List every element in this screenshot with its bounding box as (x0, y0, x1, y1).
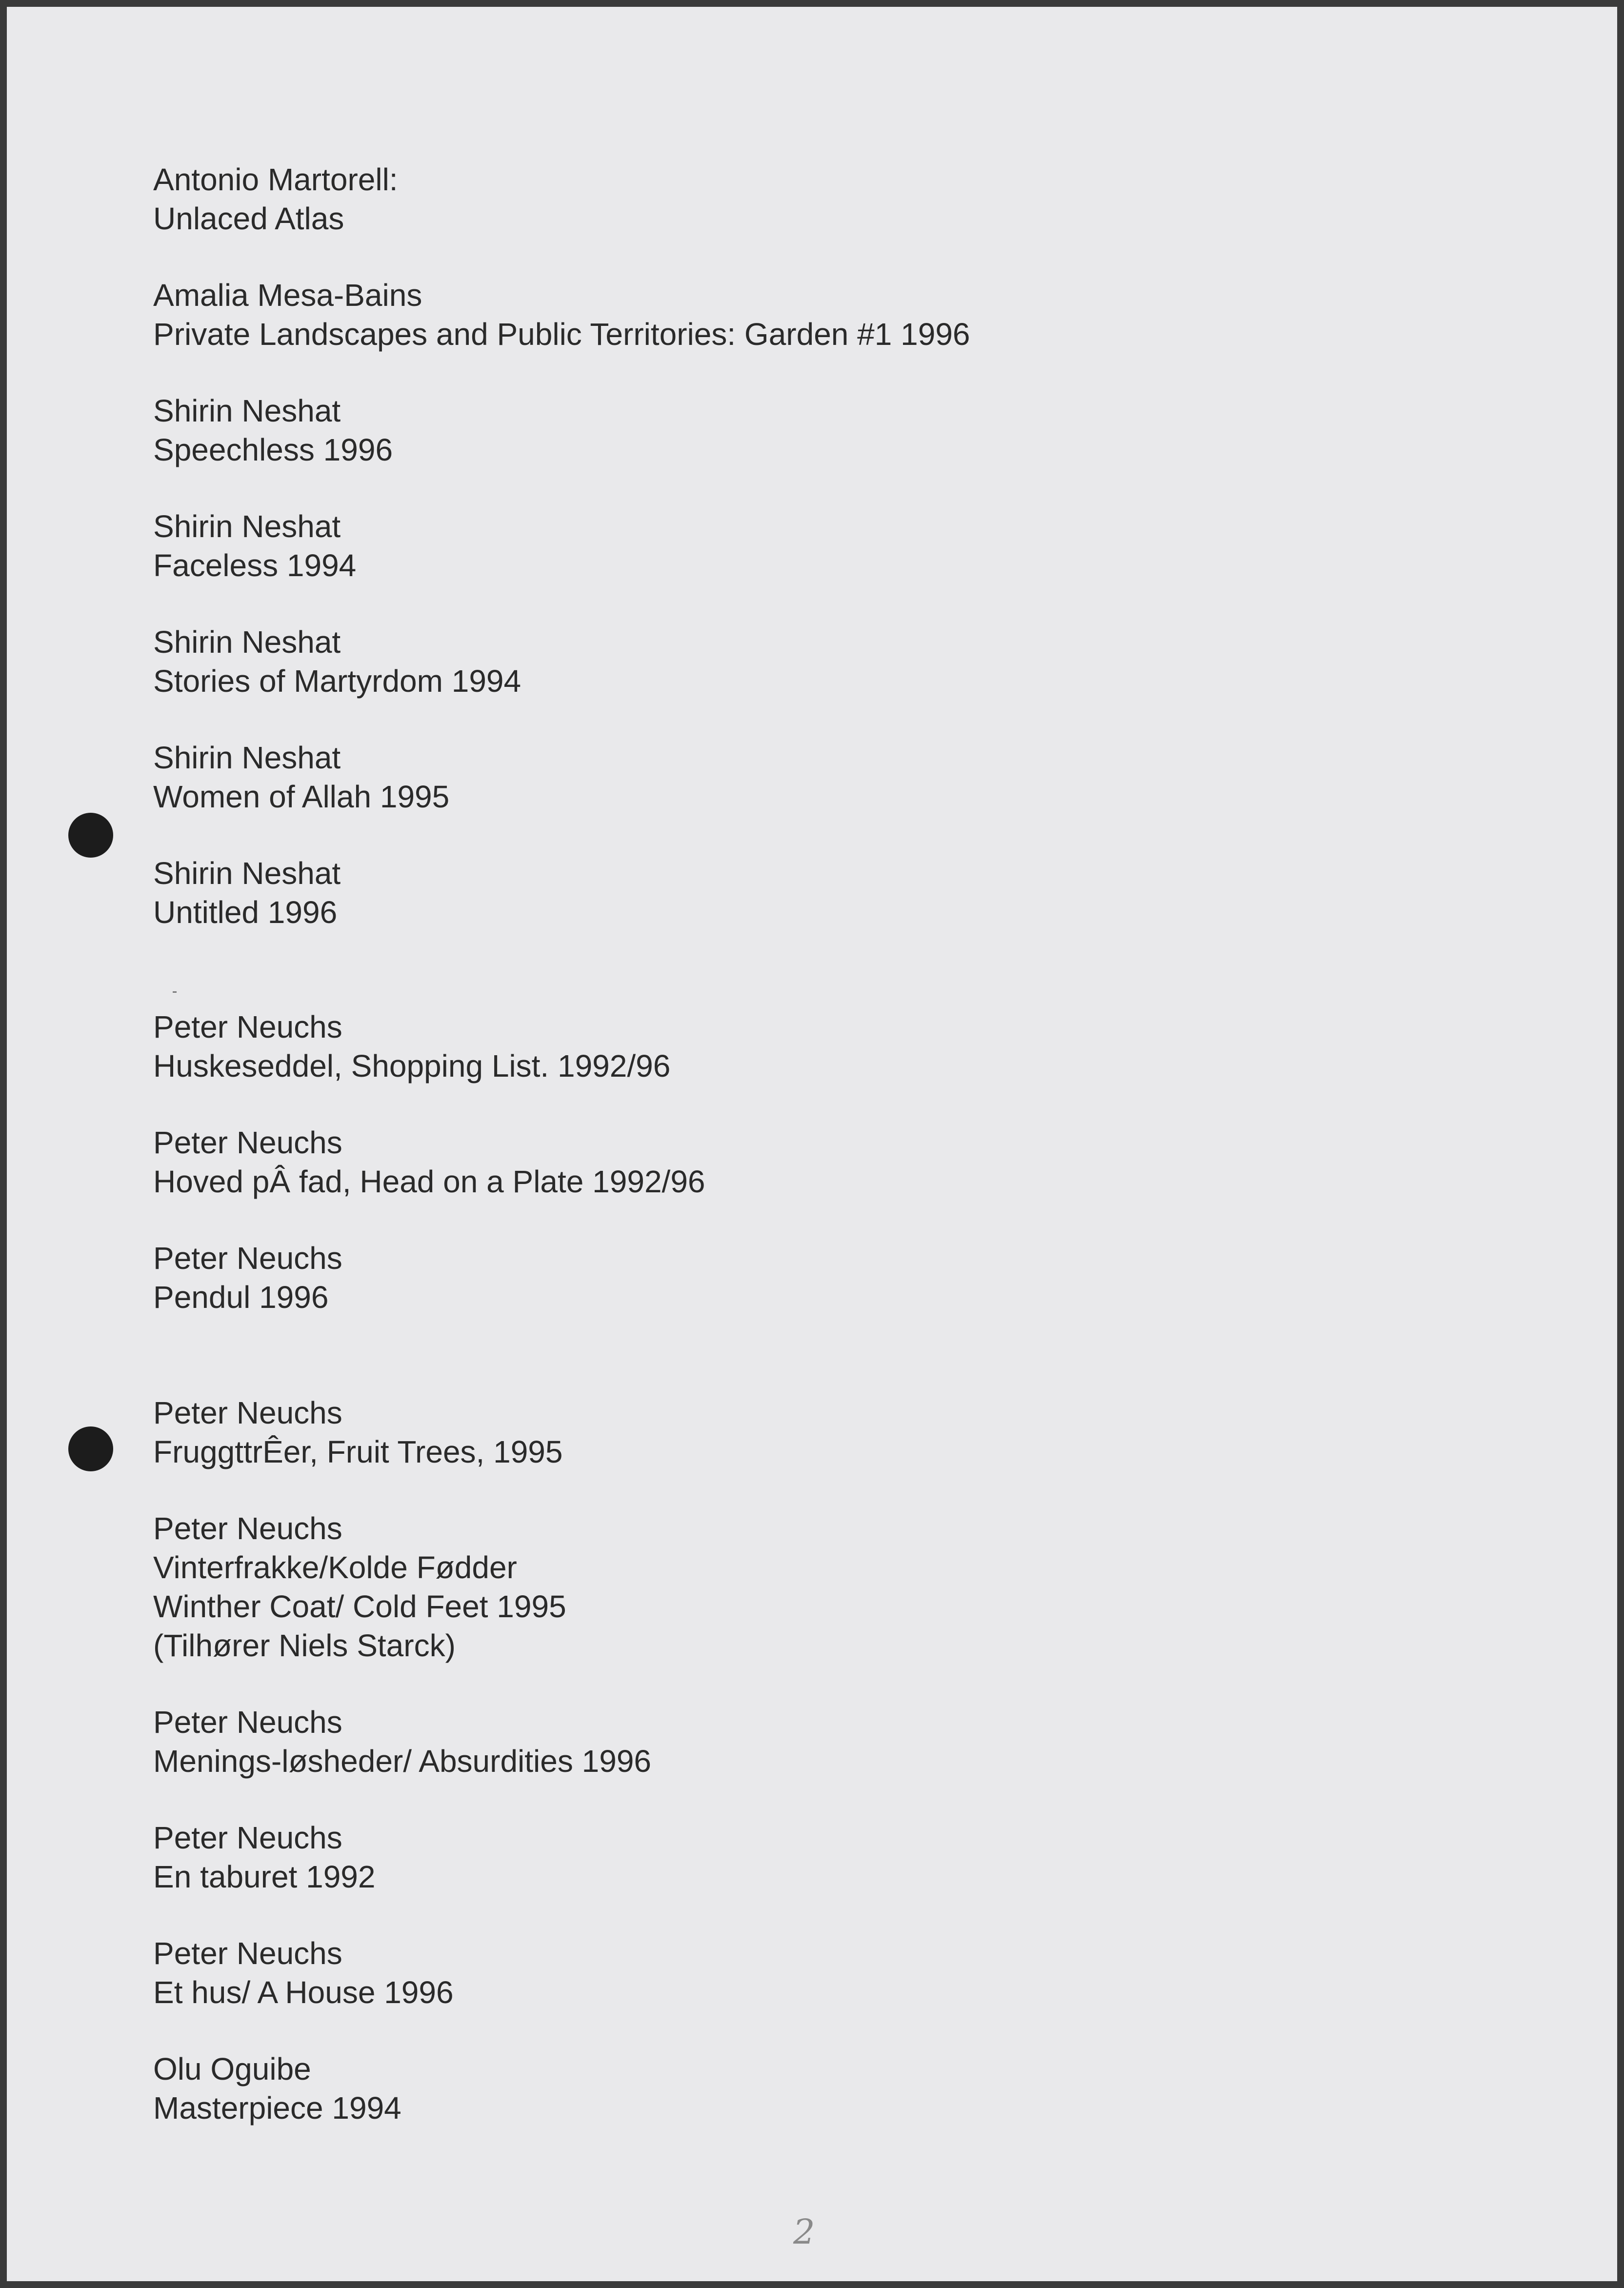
artwork-title: Stories of Martyrdom 1994 (153, 663, 521, 699)
artwork-entry (153, 738, 1422, 816)
artwork-entry (153, 1393, 1422, 1471)
artwork-entry (153, 622, 1422, 701)
artwork-title: Et hus/ A House 1996 (153, 1975, 454, 2010)
artist-name: Shirin Neshat (153, 856, 341, 891)
artwork-title: Private Landscapes and Public Territories: Garden #1 1996 (153, 317, 970, 352)
artist-name: Peter Neuchs (153, 1395, 342, 1430)
artwork-owner-note: (Tilhører Niels Starck) (153, 1628, 456, 1663)
artwork-entry (153, 507, 1422, 585)
artist-name: Shirin Neshat (153, 509, 341, 544)
artwork-title: Menings-løsheder/ Absurdities 1996 (153, 1744, 651, 1779)
artist-name: Peter Neuchs (153, 1009, 342, 1044)
artwork-title: Hoved pÂ fad, Head on a Plate 1992/96 (153, 1164, 705, 1199)
artwork-title: Pendul 1996 (153, 1280, 329, 1315)
artwork-entry (153, 1934, 1422, 2012)
artwork-entry (153, 276, 1422, 354)
punch-hole-lower (68, 1426, 113, 1471)
artist-name: Shirin Neshat (153, 624, 341, 660)
artwork-title: Women of Allah 1995 (153, 779, 450, 814)
artwork-entry (153, 854, 1422, 932)
artist-name: Peter Neuchs (153, 1820, 342, 1855)
artist-name: Peter Neuchs (153, 1705, 342, 1740)
punch-hole-upper (68, 813, 113, 858)
artwork-entry (153, 1123, 1422, 1201)
artist-name: Shirin Neshat (153, 740, 341, 775)
artwork-title: Speechless 1996 (153, 432, 393, 467)
artwork-title: Masterpiece 1994 (153, 2090, 401, 2126)
handwritten-page-number: 2 (793, 2212, 815, 2252)
artwork-entry (153, 160, 1422, 238)
artwork-title: En taburet 1992 (153, 1859, 376, 1894)
artist-name: Shirin Neshat (153, 393, 341, 428)
artist-name: Peter Neuchs (153, 1125, 342, 1160)
artwork-entry (153, 1703, 1422, 1781)
artist-name: Antonio Martorell: (153, 162, 398, 197)
artist-name: Amalia Mesa-Bains (153, 278, 422, 313)
artwork-entry (153, 1239, 1422, 1317)
artwork-title: Winther Coat/ Cold Feet 1995 (153, 1589, 566, 1624)
artwork-entry (153, 2049, 1422, 2127)
artist-name: Olu Oguibe (153, 2051, 311, 2087)
artist-name: Peter Neuchs (153, 1511, 342, 1546)
artwork-title: FruggttrÊer, Fruit Trees, 1995 (153, 1434, 563, 1469)
artwork-title: Untitled 1996 (153, 895, 338, 930)
artwork-title: Vinterfrakke/Kolde Fødder (153, 1550, 517, 1585)
artist-name: Peter Neuchs (153, 1241, 342, 1276)
document-page (7, 7, 1617, 2281)
artwork-title: Unlaced Atlas (153, 201, 344, 236)
artwork-entry (153, 1509, 1422, 1665)
artwork-list (153, 160, 1422, 2127)
artwork-entry (153, 1007, 1422, 1085)
artwork-title: Faceless 1994 (153, 548, 357, 583)
artist-name: Peter Neuchs (153, 1936, 342, 1971)
artwork-entry (153, 391, 1422, 469)
artwork-title: Huskeseddel, Shopping List. 1992/96 (153, 1048, 671, 1084)
artwork-entry (153, 1818, 1422, 1896)
